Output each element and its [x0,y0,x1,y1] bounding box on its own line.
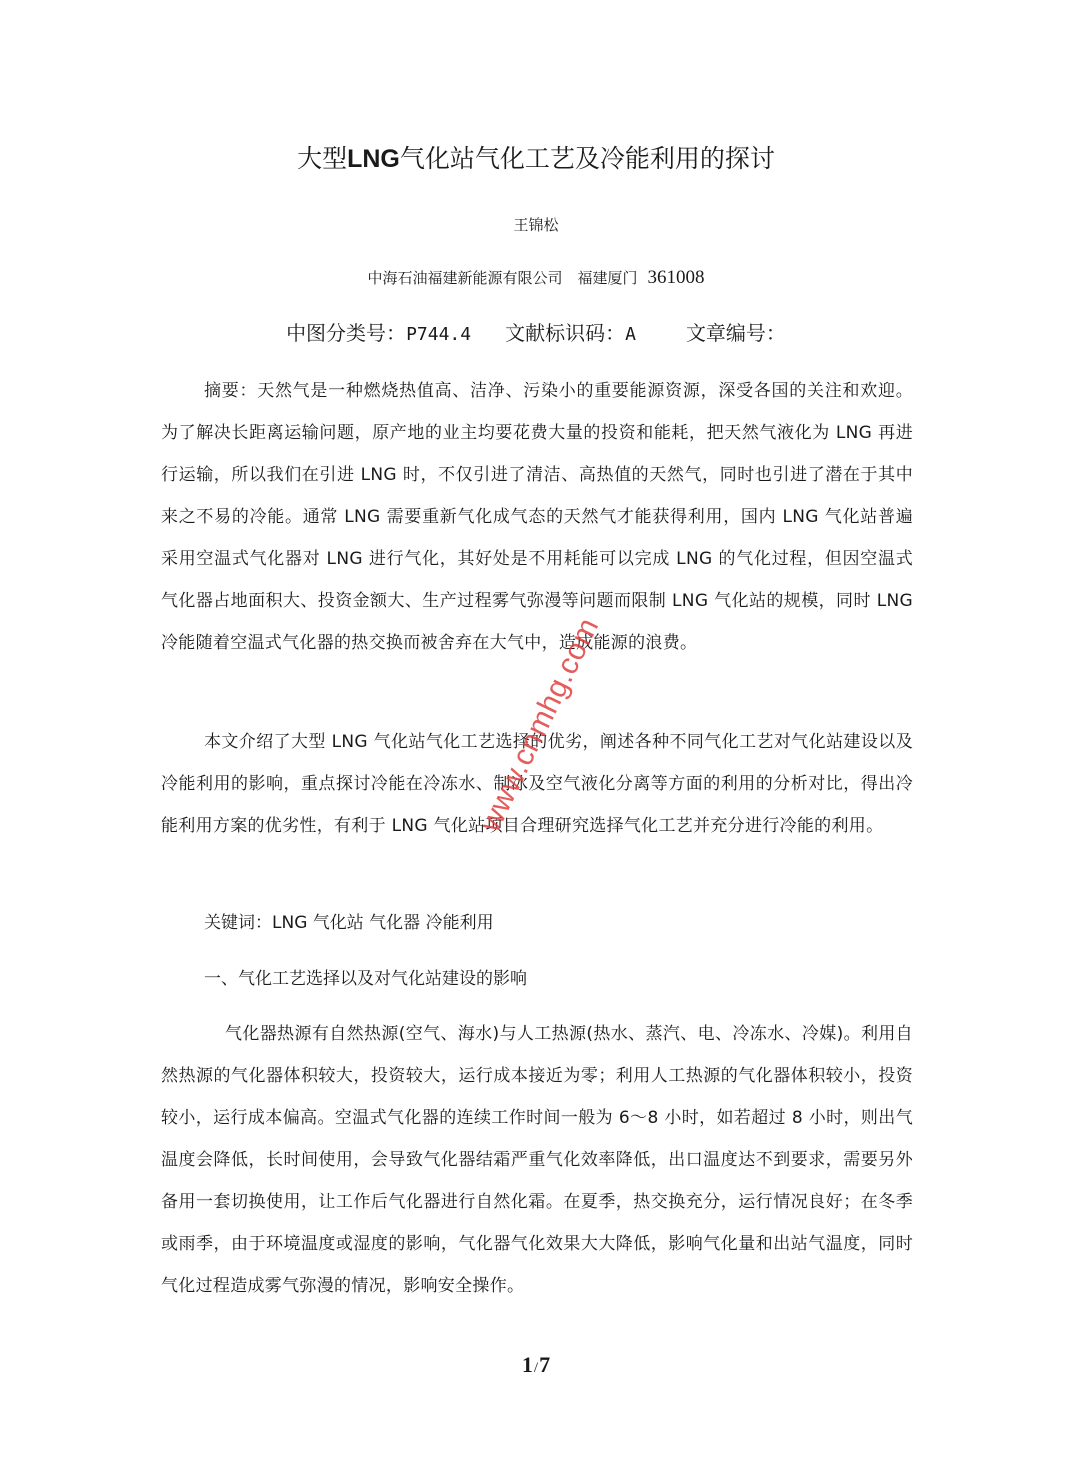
page-title [0,142,1072,176]
article-no-label: 文章编号： [685,321,786,345]
watermark: www.cnmhg.com [473,612,606,837]
total-pages: 7 [539,1352,551,1377]
title-lng: LNG [347,145,400,173]
title-prefix: 大型 [297,144,348,173]
page-number [0,1350,1072,1383]
keywords-line: 关键词：LNG 气化站 气化器 冷能利用 [204,913,494,933]
classification-line [0,318,1072,350]
doc-code-value: A [625,324,636,345]
affiliation: 中海石油福建新能源有限公司 福建厦门 [367,269,638,287]
author-name: 王锦松 [513,216,559,234]
class-label: 中图分类号： [286,321,407,345]
section-heading: 一、气化工艺选择以及对气化站建设的影响 [204,969,527,989]
class-value: P744.4 [406,324,472,345]
abstract-paragraph: 摘要：天然气是一种燃烧热值高、洁净、污染小的重要能源资源，深受各国的关注和欢迎。为了解决长距离运输问题，原产地的业主均要花费大量的投资和能耗，把天然气液化为 LNG 再进行运输，所以我们在引进 LNG 时，不仅引进了清洁、高热值的天然气，同时也引进了潜在于其中来之不易的冷能。通常 LNG 需要重新气化成气态的天然气才能获得利用，国内 LNG 气化站普遍采用空温式气化器对 LNG 进行气化，其好处是不用耗能可以完成 LNG 的气化过程，但因空温式气化器占地面积大、投资金额大、生产过程雾气弥漫等问题而限制 LNG 气化站的规模，同时 LNG 冷能随着空温式气化器的热交换而被舍弃在大气中，造成能源的浪费。 [161,381,913,653]
postal-code: 361008 [647,267,705,288]
title-suffix: 气化站气化工艺及冷能利用的探讨 [399,144,775,173]
page-separator: / [533,1360,539,1376]
current-page: 1 [521,1352,533,1377]
doc-code-label: 文献标识码： [505,321,626,345]
affiliation-line [0,266,1072,290]
intro-paragraph: 本文介绍了大型 LNG 气化站气化工艺选择的优劣，阐述各种不同气化工艺对气化站建设以及冷能利用的影响，重点探讨冷能在冷冻水、制冰及空气液化分离等方面的利用的分析对比，得出冷能利用方案的优劣性，有利于 LNG 气化站项目合理研究选择气化工艺并充分进行冷能的利用。 [161,732,913,836]
section-paragraph: 气化器热源有自然热源(空气、海水)与人工热源(热水、蒸汽、电、冷冻水、冷媒)。利用自然热源的气化器体积较大，投资较大，运行成本接近为零；利用人工热源的气化器体积较小，投资较小，运行成本偏高。空温式气化器的连续工作时间一般为 6～8 小时，如若超过 8 小时，则出气温度会降低，长时间使用，会导致气化器结霜严重气化效率降低，出口温度达不到要求，需要另外备用一套切换使用，让工作后气化器进行自然化霜。在夏季，热交换充分，运行情况良好；在冬季或雨季，由于环境温度或湿度的影响，气化器气化效果大大降低，影响气化量和出站气温度，同时气化过程造成雾气弥漫的情况，影响安全操作。 [161,1024,913,1296]
